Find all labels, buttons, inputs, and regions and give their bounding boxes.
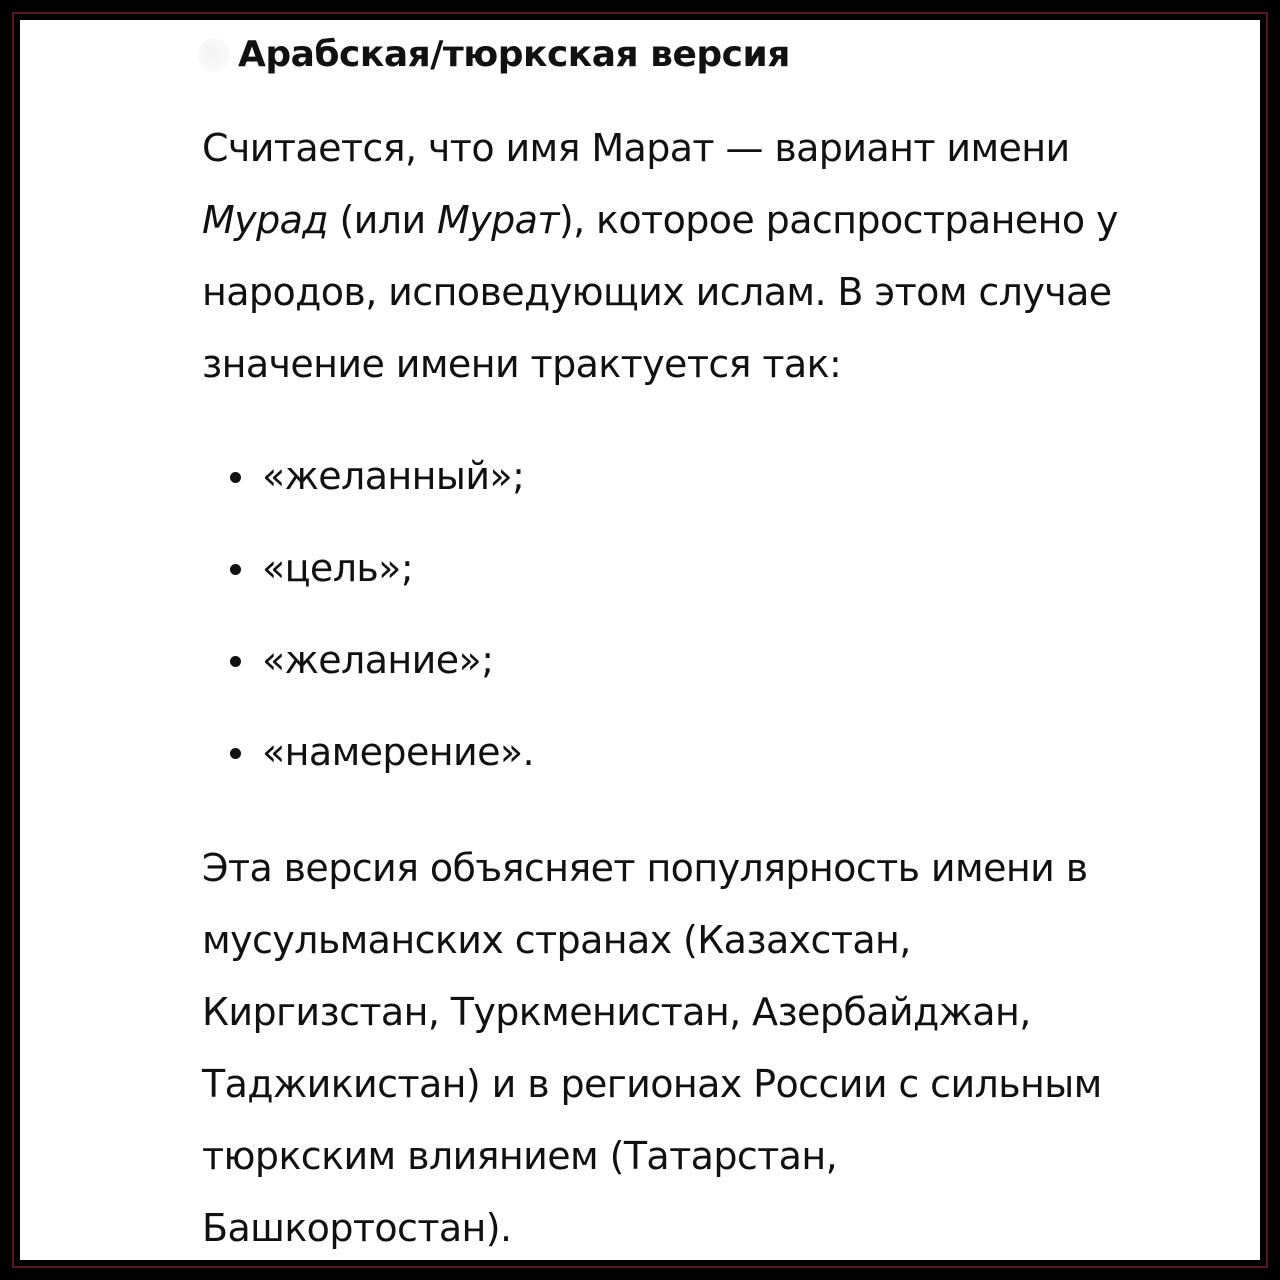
intro-paragraph (202, 112, 1142, 400)
bullet-icon (230, 748, 241, 759)
list-item (202, 444, 534, 536)
section-heading: Арабская/тюркская версия (238, 34, 790, 75)
intro-text-a: Считается, что имя Марат — вариант имени (202, 126, 1070, 170)
list-item-text: «намерение». (262, 730, 534, 774)
list-item (202, 720, 534, 812)
bullet-icon (230, 472, 241, 483)
article-page (20, 20, 1260, 1260)
intro-text-c: ), которое распространено у народов, исповедующих ислам. В этом случае значение имени трактуется так: (202, 198, 1118, 386)
meaning-list (202, 444, 534, 812)
list-item (202, 628, 534, 720)
section-emoji-icon (198, 38, 230, 72)
name-murat: Мурат (437, 198, 559, 242)
bullet-icon (230, 656, 241, 667)
bullet-icon (230, 564, 241, 575)
list-item-text: «цель»; (262, 546, 414, 590)
intro-text-b: (или (327, 198, 438, 242)
popularity-paragraph: Эта версия объясняет популярность имени в мусульманских странах (Казахстан, Киргизстан, Туркменистан, Азербайджан, Таджикистан) и в регионах России с сильным тюркским влиянием (Татарстан, Башкортостан). (202, 846, 1102, 1250)
list-item-text: «желанный»; (262, 454, 525, 498)
name-murad: Мурад (202, 198, 328, 242)
list-item (202, 536, 534, 628)
list-item-text: «желание»; (262, 638, 494, 682)
